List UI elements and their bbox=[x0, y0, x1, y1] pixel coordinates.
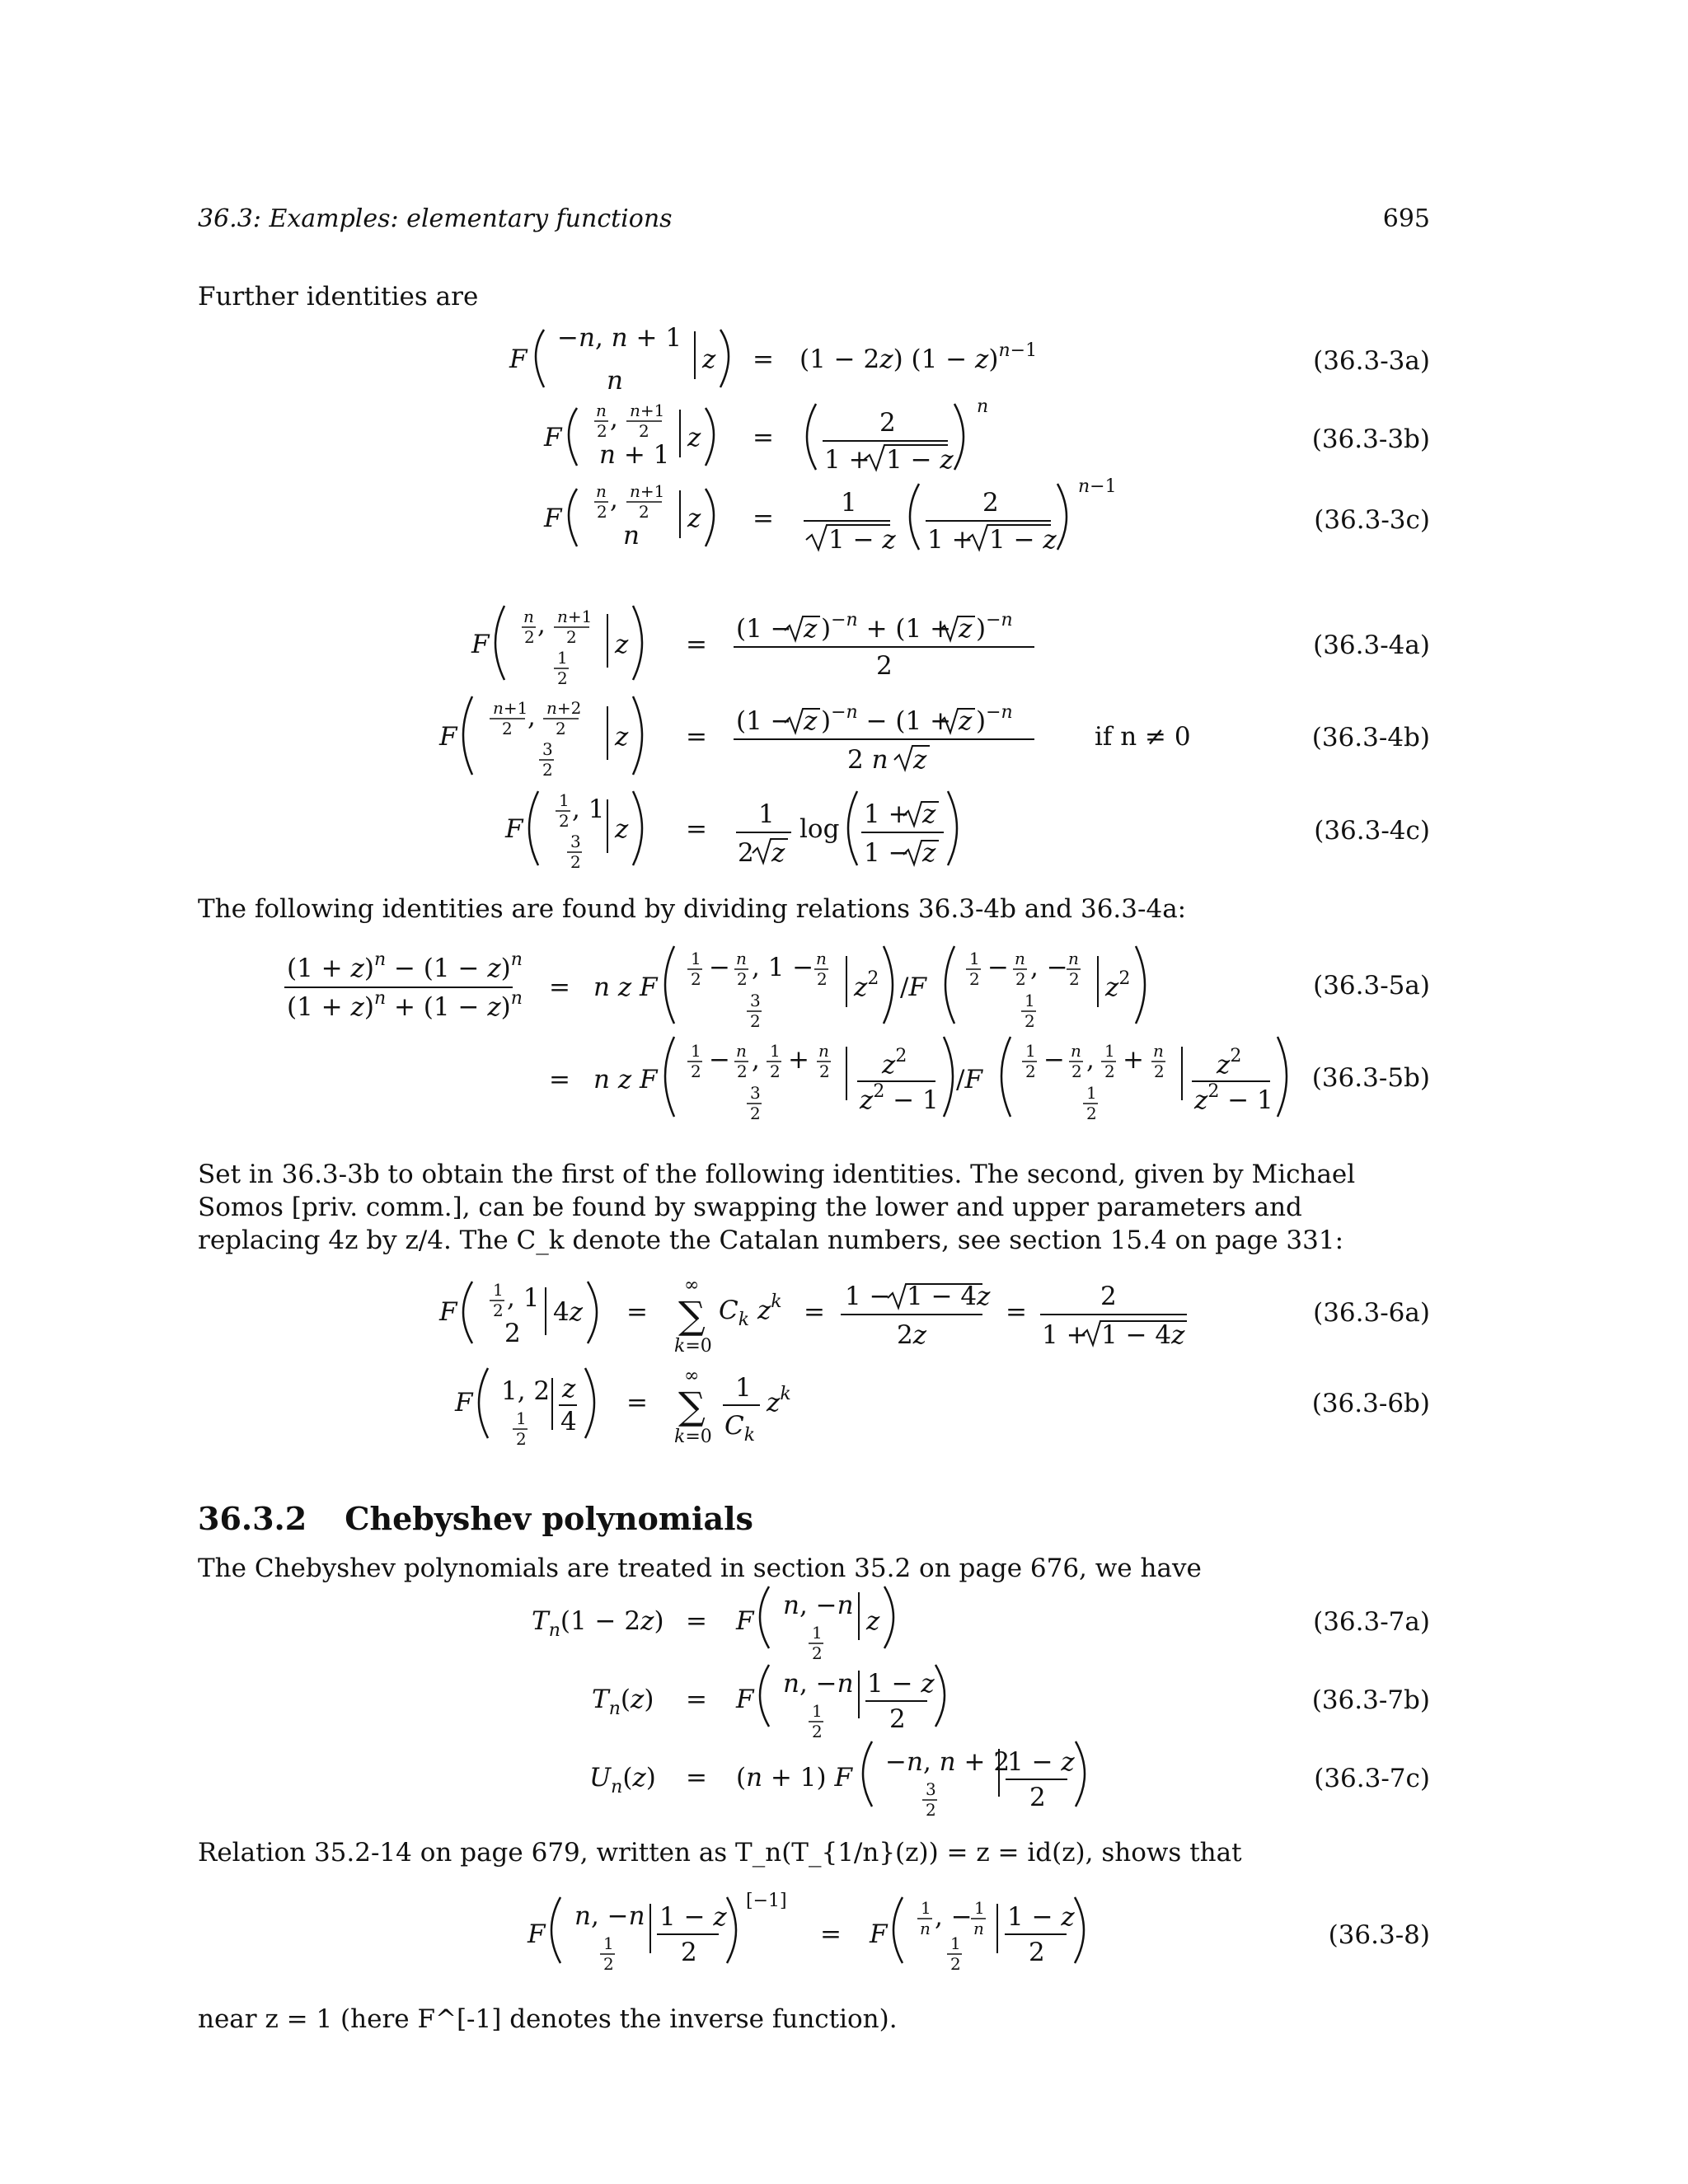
equation-number: (36.3-6a) bbox=[1313, 1298, 1430, 1328]
svg-text:n: n bbox=[920, 1919, 931, 1938]
svg-text:4: 4 bbox=[560, 1407, 577, 1436]
svg-text:, 1: , 1 bbox=[572, 794, 605, 824]
svg-text:1: 1 bbox=[735, 1373, 752, 1403]
svg-text:F: F bbox=[439, 1297, 457, 1327]
svg-text:1: 1 bbox=[969, 949, 980, 968]
svg-text:z: z bbox=[687, 423, 701, 452]
svg-text:k=0: k=0 bbox=[674, 1336, 712, 1357]
svg-text:=: = bbox=[549, 1065, 570, 1094]
svg-text:1 − z: 1 − z bbox=[1007, 1747, 1075, 1777]
svg-text:, 1: , 1 bbox=[507, 1283, 540, 1313]
svg-text:F: F bbox=[544, 504, 562, 533]
equation-36-3-5a bbox=[284, 946, 1145, 1031]
svg-text:,: , bbox=[752, 1045, 760, 1075]
svg-text:2: 2 bbox=[982, 488, 999, 518]
svg-text:2z: 2z bbox=[897, 1320, 927, 1350]
svg-text:+: + bbox=[788, 1045, 809, 1075]
paragraph-catalan: Set in 36.3-3b to obtain the first of the following identities. The second, given by Michael Somos [priv. comm.], can be found by swapping the lower and upper parameters and replacing 4z by z/4. The C_k denote the Catalan numbers, see section 15.4 on page 331: bbox=[198, 1160, 1356, 1255]
svg-text:1 − 4z: 1 − 4z bbox=[907, 1282, 991, 1311]
svg-text:1 −: 1 − bbox=[845, 1282, 891, 1311]
svg-text:F: F bbox=[870, 1919, 888, 1949]
svg-text:n+1: n+1 bbox=[630, 401, 665, 420]
svg-text:,: , bbox=[528, 702, 536, 732]
svg-text:=: = bbox=[753, 423, 774, 452]
svg-text:−: − bbox=[709, 1045, 730, 1075]
svg-text:=: = bbox=[820, 1919, 842, 1949]
equation-36-3-4a bbox=[471, 606, 1034, 688]
svg-text:=: = bbox=[753, 344, 774, 374]
svg-text:n: n bbox=[596, 481, 607, 501]
svg-text:1 − z: 1 − z bbox=[989, 525, 1057, 555]
paragraph-dividing: The following identities are found by dividing relations 36.3-4b and 36.3-4a: bbox=[198, 894, 1187, 924]
svg-text:1: 1 bbox=[691, 1041, 701, 1061]
equation-number: (36.3-3b) bbox=[1311, 424, 1430, 454]
svg-text:∑: ∑ bbox=[678, 1384, 706, 1428]
svg-text:2: 2 bbox=[1025, 1011, 1035, 1031]
svg-text:−: − bbox=[987, 953, 1009, 982]
svg-text:2: 2 bbox=[1071, 1062, 1082, 1081]
svg-text:2: 2 bbox=[926, 1800, 936, 1820]
svg-text:z2: $z^2$ bbox=[1217, 1046, 1242, 1080]
paragraph-intro: Further identities are bbox=[198, 282, 479, 312]
svg-text:z: z bbox=[922, 838, 936, 868]
svg-text:)−n: )$^{-n}$ bbox=[976, 610, 1013, 644]
svg-text:Un(z): $U_n(z)$ bbox=[589, 1763, 656, 1797]
svg-text:1: 1 bbox=[758, 799, 775, 829]
svg-text:1: 1 bbox=[603, 1933, 614, 1953]
svg-text:−: − bbox=[709, 953, 730, 982]
svg-text:n: n bbox=[1015, 949, 1025, 968]
svg-text:2: 2 bbox=[502, 719, 513, 738]
svg-text:F: F bbox=[455, 1388, 473, 1418]
svg-text:)−n: )$^{-n}$ bbox=[976, 702, 1013, 736]
svg-text:(n + 1) F: (n + 1) F bbox=[736, 1763, 852, 1793]
svg-text:n: n bbox=[973, 1919, 984, 1938]
svg-text:2: 2 bbox=[817, 969, 828, 989]
svg-text:z: z bbox=[922, 799, 936, 829]
svg-text:F: F bbox=[471, 630, 490, 659]
page-number: 695 bbox=[1382, 204, 1430, 233]
svg-text:1: 1 bbox=[559, 790, 570, 810]
svg-text:z2 − 1: $z^2 - 1$ bbox=[1194, 1081, 1273, 1115]
svg-text:1: 1 bbox=[921, 1898, 931, 1918]
svg-text:,: , bbox=[610, 404, 618, 434]
svg-text:z: z bbox=[615, 630, 629, 659]
svg-text:2: 2 bbox=[737, 969, 748, 989]
svg-text:2: 2 bbox=[603, 1954, 614, 1974]
svg-text:n: n bbox=[607, 366, 623, 396]
svg-text:=: = bbox=[686, 630, 707, 659]
equation-number: (36.3-5a) bbox=[1313, 971, 1430, 1001]
equation-36-3-7a bbox=[532, 1586, 893, 1663]
svg-text:, −: , − bbox=[935, 1902, 973, 1932]
svg-text:)−n − (1 +: )$^{-n}$ − (1 + bbox=[821, 702, 952, 736]
svg-text:2 n: 2 n bbox=[847, 745, 889, 775]
svg-text:n, −n: n, −n bbox=[783, 1591, 854, 1620]
svg-text:2: 2 bbox=[876, 651, 893, 681]
equation-36-3-6a bbox=[438, 1275, 1187, 1357]
svg-text:1: 1 bbox=[516, 1408, 527, 1428]
svg-text:1 +: 1 + bbox=[927, 525, 973, 555]
svg-text:+: + bbox=[1123, 1045, 1144, 1075]
svg-text:(1 + z)n + (1 − z)n: $(1 + z)^n + (1 - z)^n$ bbox=[287, 988, 523, 1022]
svg-text:2: 2 bbox=[681, 1938, 697, 1967]
equation-number: (36.3-3c) bbox=[1314, 505, 1430, 535]
svg-text:1: 1 bbox=[493, 1280, 504, 1300]
svg-text:2: 2 bbox=[1069, 969, 1080, 989]
svg-text:n+1: n+1 bbox=[557, 607, 593, 626]
svg-text:2: 2 bbox=[557, 668, 568, 688]
svg-text:2: 2 bbox=[597, 502, 607, 522]
equation-36-3-7b bbox=[592, 1665, 945, 1741]
svg-text:n z F: n z F bbox=[593, 972, 658, 1002]
svg-text:=: = bbox=[686, 814, 707, 844]
svg-text:=: = bbox=[1006, 1297, 1027, 1327]
svg-text:2: 2 bbox=[504, 1319, 521, 1348]
svg-text:∑: ∑ bbox=[678, 1293, 706, 1338]
svg-text:z: z bbox=[771, 838, 785, 868]
svg-text:1 − z: 1 − z bbox=[828, 525, 896, 555]
svg-text:2: 2 bbox=[1029, 1783, 1046, 1812]
svg-text:2: 2 bbox=[770, 1062, 781, 1081]
svg-text:F: F bbox=[528, 1919, 546, 1949]
equation-36-3-6b bbox=[454, 1366, 791, 1449]
svg-text:1 − z: 1 − z bbox=[1007, 1902, 1075, 1932]
svg-text:F: F bbox=[509, 344, 528, 374]
svg-text:3: 3 bbox=[750, 1083, 761, 1103]
svg-text:, −: , − bbox=[1030, 953, 1068, 982]
section-number: 36.3.2 bbox=[198, 1500, 307, 1537]
svg-text:3: 3 bbox=[926, 1779, 936, 1799]
svg-text:1 +: 1 + bbox=[824, 445, 870, 475]
svg-text:z2: $z^2$ bbox=[882, 1046, 907, 1080]
svg-text:∞: ∞ bbox=[684, 1275, 700, 1296]
equation-36-3-3b bbox=[543, 396, 988, 475]
svg-text:1: 1 bbox=[1086, 1083, 1097, 1103]
svg-text:2: 2 bbox=[950, 1954, 961, 1974]
equation-36-3-3c bbox=[543, 476, 1117, 555]
running-header: 36.3: Examples: elementary functions bbox=[198, 204, 673, 233]
svg-text:2: 2 bbox=[737, 1062, 748, 1081]
svg-text:F: F bbox=[544, 423, 562, 452]
svg-text:1 − z: 1 − z bbox=[886, 445, 954, 475]
svg-text:n+1: n+1 bbox=[493, 698, 528, 718]
svg-text:F: F bbox=[439, 722, 457, 752]
svg-text:z: z bbox=[562, 1374, 576, 1404]
svg-text:=: = bbox=[686, 1763, 707, 1793]
svg-text:n: n bbox=[736, 949, 747, 968]
svg-text:1: 1 bbox=[950, 1933, 961, 1953]
svg-text:1: 1 bbox=[841, 488, 857, 518]
svg-text:Ck: $C_k$ bbox=[724, 1411, 756, 1446]
section-title: Chebyshev polynomials bbox=[345, 1500, 753, 1537]
svg-text:n: n bbox=[623, 521, 640, 551]
svg-text:2: 2 bbox=[566, 627, 577, 647]
svg-text:z: z bbox=[615, 722, 629, 752]
svg-text:2: 2 bbox=[879, 408, 896, 438]
svg-text:=: = bbox=[686, 1606, 707, 1636]
svg-text:n: n bbox=[1071, 1041, 1081, 1061]
svg-text:n: n bbox=[977, 396, 989, 417]
svg-text:2: 2 bbox=[1100, 1282, 1117, 1311]
svg-text:(1 − 2z) (1 − z)n−1: (1 − 2z) $(1 - z)^{n-1}$ bbox=[799, 340, 1038, 374]
svg-text:n: n bbox=[523, 607, 534, 626]
equation-36-3-4b bbox=[438, 696, 1191, 780]
svg-text:2: 2 bbox=[559, 811, 570, 831]
equation-number: (36.3-6b) bbox=[1311, 1389, 1430, 1418]
svg-text:−: − bbox=[1043, 1045, 1065, 1075]
svg-text:1 +: 1 + bbox=[1042, 1320, 1088, 1350]
svg-text:=: = bbox=[549, 972, 570, 1002]
svg-text:1 −: 1 − bbox=[864, 838, 910, 868]
svg-text:2: 2 bbox=[750, 1104, 761, 1123]
svg-text:z: z bbox=[866, 1606, 880, 1636]
svg-text:n: n bbox=[596, 401, 607, 420]
svg-text:n + 1: n + 1 bbox=[599, 440, 670, 470]
svg-text:1: 1 bbox=[691, 949, 701, 968]
svg-text:2: 2 bbox=[597, 421, 607, 441]
svg-text:z: z bbox=[804, 706, 818, 736]
svg-text:n+1: n+1 bbox=[630, 481, 665, 501]
equation-36-3-5b bbox=[549, 1037, 1287, 1123]
svg-text:2: 2 bbox=[812, 1643, 823, 1663]
svg-text:=: = bbox=[804, 1297, 825, 1327]
svg-text:=: = bbox=[753, 504, 774, 533]
svg-text:n: n bbox=[818, 1041, 829, 1061]
svg-text:Tn(z): $T_n(z)$ bbox=[592, 1685, 654, 1719]
svg-text:1: 1 bbox=[770, 1041, 781, 1061]
svg-text:z: z bbox=[804, 614, 818, 644]
svg-text:2: 2 bbox=[493, 1301, 504, 1320]
svg-text:[−1]: [−1] bbox=[746, 1891, 787, 1911]
svg-text:2: 2 bbox=[639, 502, 649, 522]
svg-text:F: F bbox=[505, 814, 523, 844]
svg-text:2: 2 bbox=[750, 1011, 761, 1031]
svg-text:−n, n + 2: −n, n + 2 bbox=[885, 1747, 1010, 1777]
paragraph-relation: Relation 35.2-14 on page 679, written as T_n(T_{1/n}(z)) = z = id(z), shows that bbox=[198, 1838, 1242, 1868]
svg-text:n, −n: n, −n bbox=[574, 1901, 645, 1931]
paragraph-inverse: near z = 1 (here F^[-1] denotes the inverse function). bbox=[198, 2004, 898, 2034]
equation-number: (36.3-8) bbox=[1328, 1920, 1430, 1950]
svg-text:Ck zk: $C_k$ $z^k$ bbox=[719, 1291, 782, 1330]
svg-text:3: 3 bbox=[570, 832, 581, 851]
svg-text:z: z bbox=[615, 814, 629, 844]
svg-text:k=0: k=0 bbox=[674, 1427, 712, 1447]
condition-text: if n ≠ 0 bbox=[1095, 722, 1191, 752]
svg-text:n z F: n z F bbox=[593, 1065, 658, 1094]
svg-text:z: z bbox=[959, 614, 973, 644]
svg-text:=: = bbox=[686, 722, 707, 752]
svg-text:Tn(1 − 2z): $T_n(1 - 2z)$ bbox=[532, 1606, 664, 1641]
svg-text:2: 2 bbox=[1086, 1104, 1097, 1123]
svg-text:,: , bbox=[1086, 1045, 1095, 1075]
svg-text:1 − 4z: 1 − 4z bbox=[1101, 1320, 1185, 1350]
svg-text:z2: $z^2$ bbox=[1105, 968, 1131, 1002]
svg-text:2: 2 bbox=[691, 969, 701, 989]
svg-text:n, −n: n, −n bbox=[783, 1669, 854, 1699]
svg-text:2: 2 bbox=[812, 1722, 823, 1741]
equation-36-3-4c bbox=[504, 790, 957, 872]
equation-36-3-3a bbox=[509, 323, 1037, 396]
svg-text:2: 2 bbox=[1015, 969, 1026, 989]
svg-text:3: 3 bbox=[750, 991, 761, 1010]
svg-text:n: n bbox=[736, 1041, 747, 1061]
svg-text:1, 2: 1, 2 bbox=[501, 1376, 551, 1406]
svg-text:F: F bbox=[736, 1685, 754, 1714]
svg-text:2: 2 bbox=[556, 719, 566, 738]
svg-text:, 1 −: , 1 − bbox=[752, 953, 814, 982]
equation-number: (36.3-4a) bbox=[1313, 630, 1430, 660]
svg-text:2: 2 bbox=[1029, 1938, 1045, 1967]
equation-36-3-7c bbox=[589, 1741, 1085, 1820]
equation-number: (36.3-7b) bbox=[1311, 1685, 1430, 1715]
svg-text:3: 3 bbox=[542, 739, 553, 759]
svg-text:2: 2 bbox=[1154, 1062, 1165, 1081]
svg-text:z: z bbox=[913, 745, 927, 775]
svg-text:1: 1 bbox=[1025, 991, 1035, 1010]
svg-text:n−1: n−1 bbox=[1078, 476, 1117, 497]
svg-text:(1 −: (1 − bbox=[736, 706, 792, 736]
svg-text:=: = bbox=[626, 1388, 648, 1418]
svg-text:n: n bbox=[1153, 1041, 1164, 1061]
svg-text:1 − z: 1 − z bbox=[659, 1902, 727, 1932]
equation-number: (36.3-4b) bbox=[1311, 723, 1430, 752]
svg-text:1: 1 bbox=[974, 1898, 985, 1918]
svg-text:2: 2 bbox=[889, 1704, 906, 1734]
svg-text:−n, n + 1: −n, n + 1 bbox=[557, 323, 682, 353]
svg-text:2: 2 bbox=[524, 627, 535, 647]
svg-text:2: 2 bbox=[542, 760, 553, 780]
svg-text:1: 1 bbox=[1025, 1041, 1036, 1061]
svg-text:z2: $z^2$ bbox=[854, 968, 879, 1002]
svg-text:1: 1 bbox=[812, 1623, 823, 1643]
svg-text:F: F bbox=[736, 1606, 754, 1636]
svg-text:4z: 4z bbox=[553, 1297, 584, 1327]
svg-text:=: = bbox=[626, 1297, 648, 1327]
equation-number: (36.3-7c) bbox=[1314, 1764, 1430, 1793]
svg-text:n: n bbox=[1068, 949, 1079, 968]
svg-text:1: 1 bbox=[812, 1701, 823, 1721]
svg-text:1 − z: 1 − z bbox=[867, 1669, 935, 1699]
svg-text:z: z bbox=[702, 344, 716, 374]
svg-text:/F: /F bbox=[900, 972, 926, 1002]
svg-text:log: log bbox=[799, 814, 840, 844]
equation-number: (36.3-4c) bbox=[1314, 816, 1430, 846]
svg-text:1 +: 1 + bbox=[864, 799, 910, 829]
svg-text:,: , bbox=[537, 610, 546, 640]
equation-number: (36.3-5b) bbox=[1311, 1063, 1430, 1093]
svg-text:(1 + z)n − (1 − z)n: $(1 + z)^n - (1 - z)^n$ bbox=[287, 949, 523, 983]
svg-text:,: , bbox=[610, 485, 618, 514]
svg-text:2: 2 bbox=[819, 1062, 830, 1081]
svg-text:/F: /F bbox=[956, 1065, 982, 1094]
svg-text:2: 2 bbox=[1025, 1062, 1036, 1081]
svg-text:2: 2 bbox=[1104, 1062, 1115, 1081]
svg-text:2: 2 bbox=[969, 969, 980, 989]
equation-number: (36.3-7a) bbox=[1313, 1607, 1430, 1637]
equation-36-3-8 bbox=[527, 1891, 1084, 1974]
svg-text:)−n + (1 +: )$^{-n}$ + (1 + bbox=[821, 610, 952, 644]
paragraph-chebyshev: The Chebyshev polynomials are treated in section 35.2 on page 676, we have bbox=[198, 1554, 1202, 1583]
svg-text:zk: $z^k$ bbox=[767, 1384, 791, 1418]
svg-text:z: z bbox=[959, 706, 973, 736]
svg-text:=: = bbox=[686, 1685, 707, 1714]
svg-text:2: 2 bbox=[516, 1429, 527, 1449]
svg-text:2: 2 bbox=[691, 1062, 701, 1081]
svg-text:2: 2 bbox=[639, 421, 649, 441]
svg-text:∞: ∞ bbox=[684, 1366, 700, 1386]
svg-text:2: 2 bbox=[738, 838, 754, 868]
svg-text:z: z bbox=[687, 504, 701, 533]
svg-text:1: 1 bbox=[1104, 1041, 1115, 1061]
svg-text:2: 2 bbox=[570, 852, 581, 872]
svg-text:n+2: n+2 bbox=[546, 698, 582, 718]
svg-text:n: n bbox=[816, 949, 827, 968]
svg-text:1: 1 bbox=[557, 648, 568, 668]
svg-text:z2 − 1: $z^2 - 1$ bbox=[860, 1081, 939, 1115]
equation-number: (36.3-3a) bbox=[1313, 346, 1430, 376]
svg-text:(1 −: (1 − bbox=[736, 614, 792, 644]
